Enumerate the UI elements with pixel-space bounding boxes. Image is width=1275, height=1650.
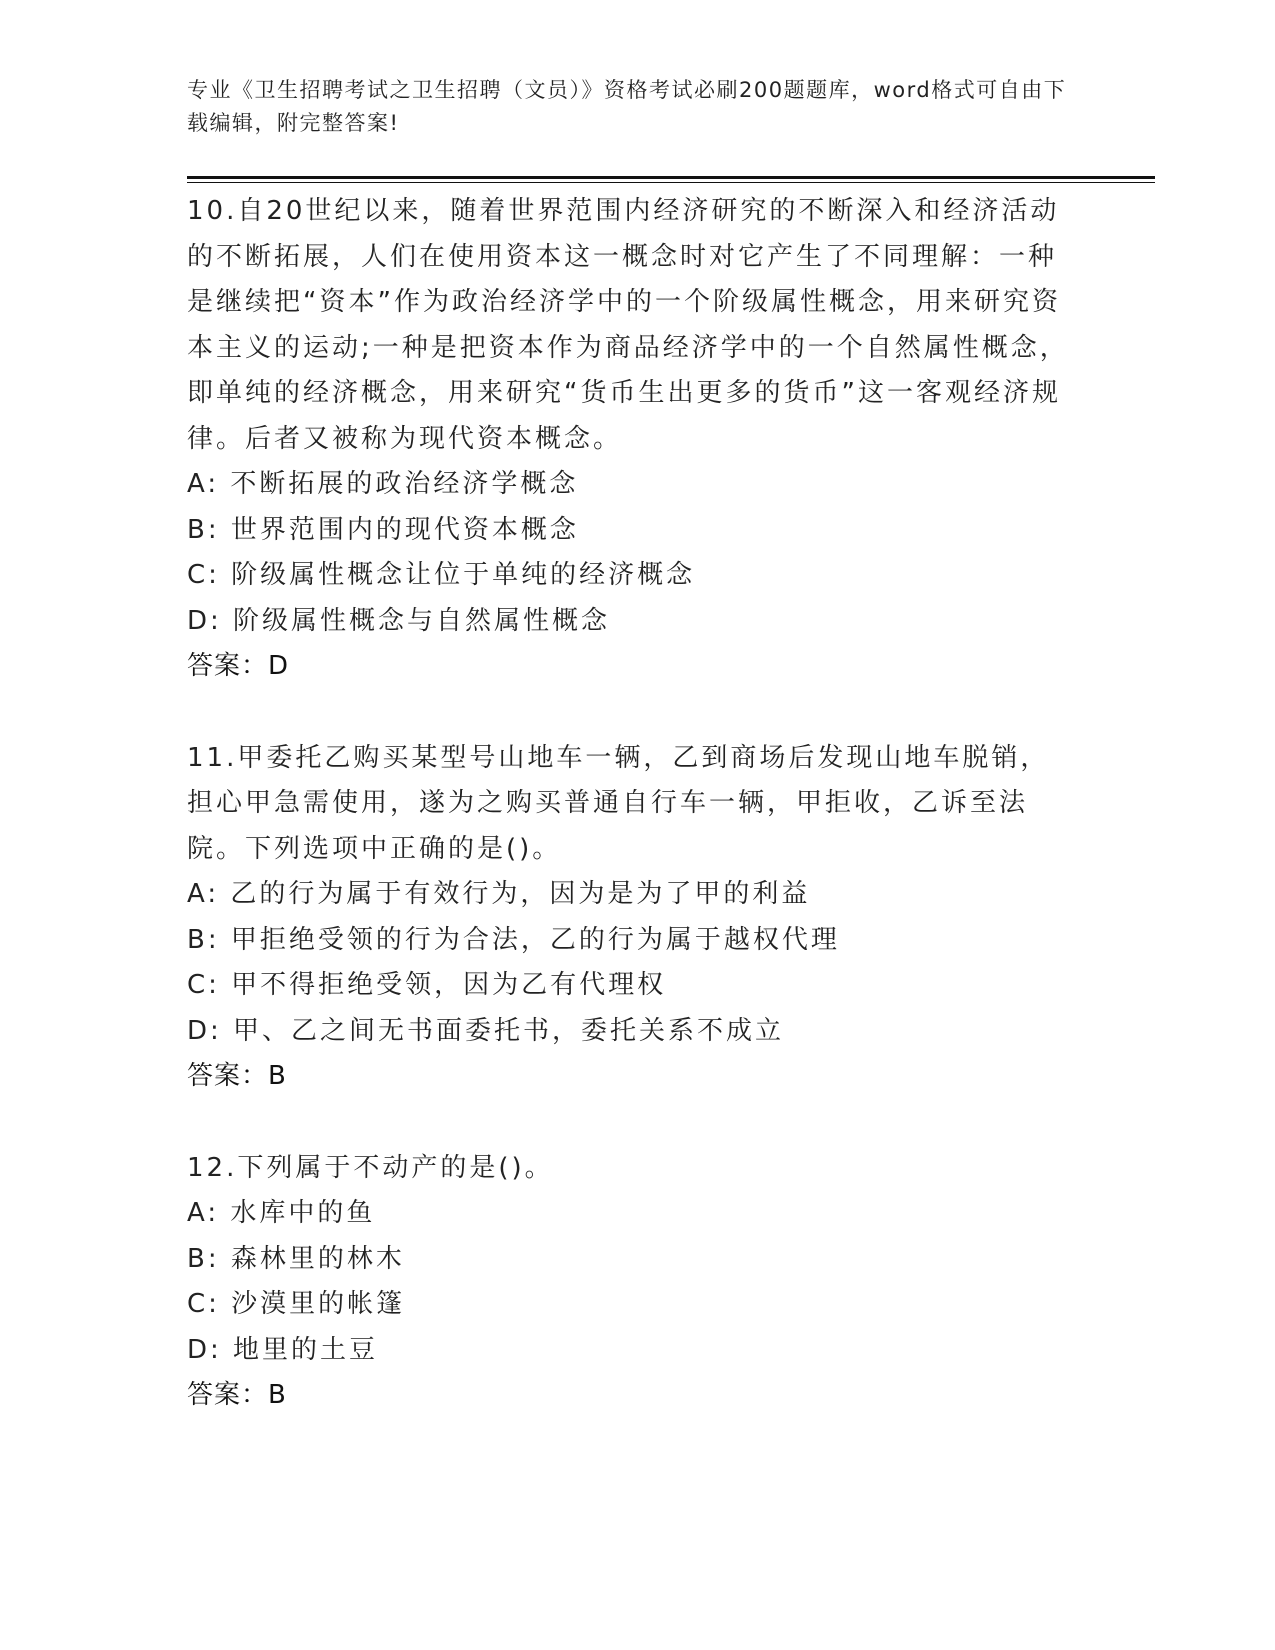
option-b: B: 森林里的林木 [187,1243,405,1274]
question-stem: 11.甲委托乙购买某型号山地车一辆，乙到商场后发现山地车脱销，担心甲急需使用，遂为之购买普通自行车一辆，甲拒收，乙诉至法院。下列选项中正确的是()。 [187,742,1050,864]
question-list [187,189,1077,1419]
header-divider-thin [187,182,1155,183]
option-d: D: 甲、乙之间无书面委托书，委托关系不成立 [187,1015,785,1046]
answer-label: 答案： [187,1061,269,1091]
answer-line [187,1373,1077,1419]
option-c: C: 沙漠里的帐篷 [187,1289,406,1319]
document-header: 专业《卫生招聘考试之卫生招聘（文员）》资格考试必刷200题题库，word格式可自由下载编辑，附完整答案! [187,78,1067,135]
header-divider-thick [187,176,1155,179]
answer-value: D [268,651,290,681]
answer-value: B [268,1380,287,1410]
option-a: A: 水库中的鱼 [187,1198,376,1228]
option-c: C: 甲不得拒绝受领，因为乙有代理权 [187,970,667,1000]
question-stem: 12.下列属于不动产的是()。 [187,1152,554,1183]
answer-label: 答案： [187,1380,269,1410]
answer-value: B [268,1061,287,1091]
option-c: C: 阶级属性概念让位于单纯的经济概念 [187,560,696,590]
answer-line [187,1054,1077,1100]
question-stem: 10.自20世纪以来，随着世界范围内经济研究的不断深入和经济活动的不断拓展，人们在使用资本这一概念时对它产生了不同理解：一种是继续把“资本”作为政治经济学中的一个阶级属性概念，用来研究资本主义的运动;一种是把资本作为商品经济学中的一个自然属性概念，即单纯的经济概念，用来研究“货币生出更多的货币”这一客观经济规律。后者又被称为现代资本概念。 [187,196,1069,454]
question-10 [187,189,1077,690]
option-d: D: 地里的土豆 [187,1334,379,1365]
answer-label: 答案： [187,651,269,681]
question-12 [187,1146,1077,1419]
option-d: D: 阶级属性概念与自然属性概念 [187,605,611,636]
option-b: B: 世界范围内的现代资本概念 [187,514,579,545]
option-a: A: 乙的行为属于有效行为，因为是为了甲的利益 [187,879,811,909]
option-a: A: 不断拓展的政治经济学概念 [187,469,579,499]
answer-line [187,644,1077,690]
question-11 [187,736,1077,1100]
option-b: B: 甲拒绝受领的行为合法，乙的行为属于越权代理 [187,924,840,955]
